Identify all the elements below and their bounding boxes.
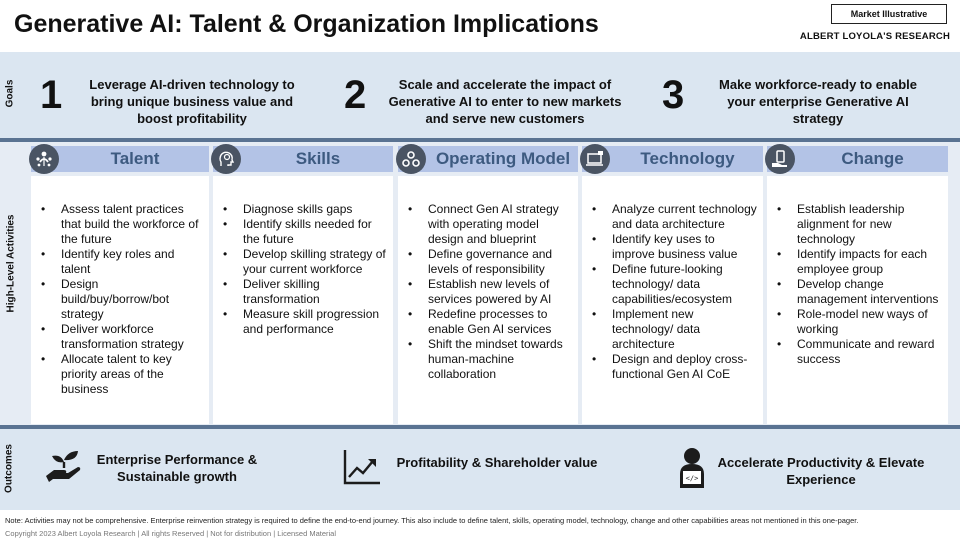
column-title: Operating Model: [435, 149, 571, 168]
column-body-operating-model: [398, 176, 578, 424]
column-title: Talent: [110, 149, 160, 168]
market-illustrative-tag: Market Illustrative: [831, 4, 947, 24]
goal-3-text: Make workforce-ready to enable your enterprise Generative AI strategy: [719, 77, 917, 126]
list-item: • Identify key uses to improve business value: [590, 232, 757, 262]
copyright: Copyright 2023 Albert Loyola Research | All rights Reserved | Not for distribution | Licensed Material: [5, 529, 337, 538]
list-item: • Redefine processes to enable Gen AI services: [406, 307, 572, 337]
outcome-2-text: Profitability & Shareholder value: [396, 455, 598, 470]
column-change: [767, 146, 948, 424]
list-item: • Communicate and reward success: [775, 337, 942, 367]
column-body-change: [767, 176, 948, 424]
column-body-skills: [213, 176, 393, 424]
growth-chart-icon: [342, 448, 382, 486]
plant-hand-icon: [44, 446, 86, 486]
column-title: Technology: [640, 149, 735, 168]
devices-icon: [580, 144, 610, 174]
outcome-3-text: Accelerate Productivity & Elevate Experience: [717, 455, 925, 487]
column-title: Change: [841, 149, 904, 168]
outcomes-side-label: Outcomes: [3, 444, 15, 493]
list-item: • Diagnose skills gaps: [221, 202, 387, 217]
goal-1-text: Leverage AI-driven technology to bring unique business value and boost profitability: [89, 77, 295, 126]
list-item: • Deliver skilling transformation: [221, 277, 387, 307]
list-item: • Design and deploy cross-functional Gen AI CoE: [590, 352, 757, 382]
column-technology: [582, 146, 763, 424]
column-body-technology: [582, 176, 763, 424]
list-item: • Develop change management interventions: [775, 277, 942, 307]
list-item: • Identify impacts for each employee group: [775, 247, 942, 277]
list-item: • Identify skills needed for the future: [221, 217, 387, 247]
list-item: • Define governance and levels of responsibility: [406, 247, 572, 277]
list-item: • Allocate talent to key priority areas of the business: [39, 352, 203, 397]
list-item: • Connect Gen AI strategy with operating model design and blueprint: [406, 202, 572, 247]
page-title: Generative AI: Talent & Organization Implications: [14, 10, 599, 38]
column-body-talent: [31, 176, 209, 424]
list-item: • Analyze current technology and data architecture: [590, 202, 757, 232]
gears-icon: [396, 144, 426, 174]
goal-2-text: Scale and accelerate the impact of Generative AI to enter to new markets and serve new customers: [388, 77, 622, 126]
column-skills: [213, 146, 393, 424]
column-title: Skills: [295, 149, 341, 168]
list-item: • Measure skill progression and performance: [221, 307, 387, 337]
list-item: • Role-model new ways of working: [775, 307, 942, 337]
column-operating-model: [398, 146, 578, 424]
list-item: • Define future-looking technology/ data capabilities/ecosystem: [590, 262, 757, 307]
network-people-icon: [29, 144, 59, 174]
lightbulb-head-icon: [211, 144, 241, 174]
list-item: • Design build/buy/borrow/bot strategy: [39, 277, 203, 322]
column-talent: [31, 146, 209, 424]
list-item: • Implement new technology/ data architecture: [590, 307, 757, 352]
list-item: • Establish leadership alignment for new technology: [775, 202, 942, 247]
goal-3-number: 3: [662, 73, 685, 117]
svg-text:</>: </>: [685, 474, 699, 483]
list-item: • Shift the mindset towards human-machine collaboration: [406, 337, 572, 382]
list-item: • Establish new levels of services powered by AI: [406, 277, 572, 307]
goal-1-number: 1: [40, 73, 63, 117]
outcome-1-text: Enterprise Performance & Sustainable growth: [96, 452, 258, 484]
goal-2-number: 2: [344, 73, 367, 117]
goals-side-label: Goals: [4, 79, 16, 108]
list-item: • Develop skilling strategy of your current workforce: [221, 247, 387, 277]
list-item: • Deliver workforce transformation strategy: [39, 322, 203, 352]
list-item: • Identify key roles and talent: [39, 247, 203, 277]
footnote: Note: Activities may not be comprehensive. Enterprise reinvention strategy is required to define the end-to-end journey. This also include to define talent, skills, operating model, technology, change and other capabilities areas not mentioned in this one-pager.: [5, 516, 859, 525]
research-label: ALBERT LOYOLA'S RESEARCH: [799, 31, 950, 42]
developer-icon: [676, 446, 708, 488]
activities-side-label: High-Level Activities: [5, 214, 17, 313]
phone-hand-icon: [765, 144, 795, 174]
list-item: • Assess talent practices that build the workforce of the future: [39, 202, 203, 247]
